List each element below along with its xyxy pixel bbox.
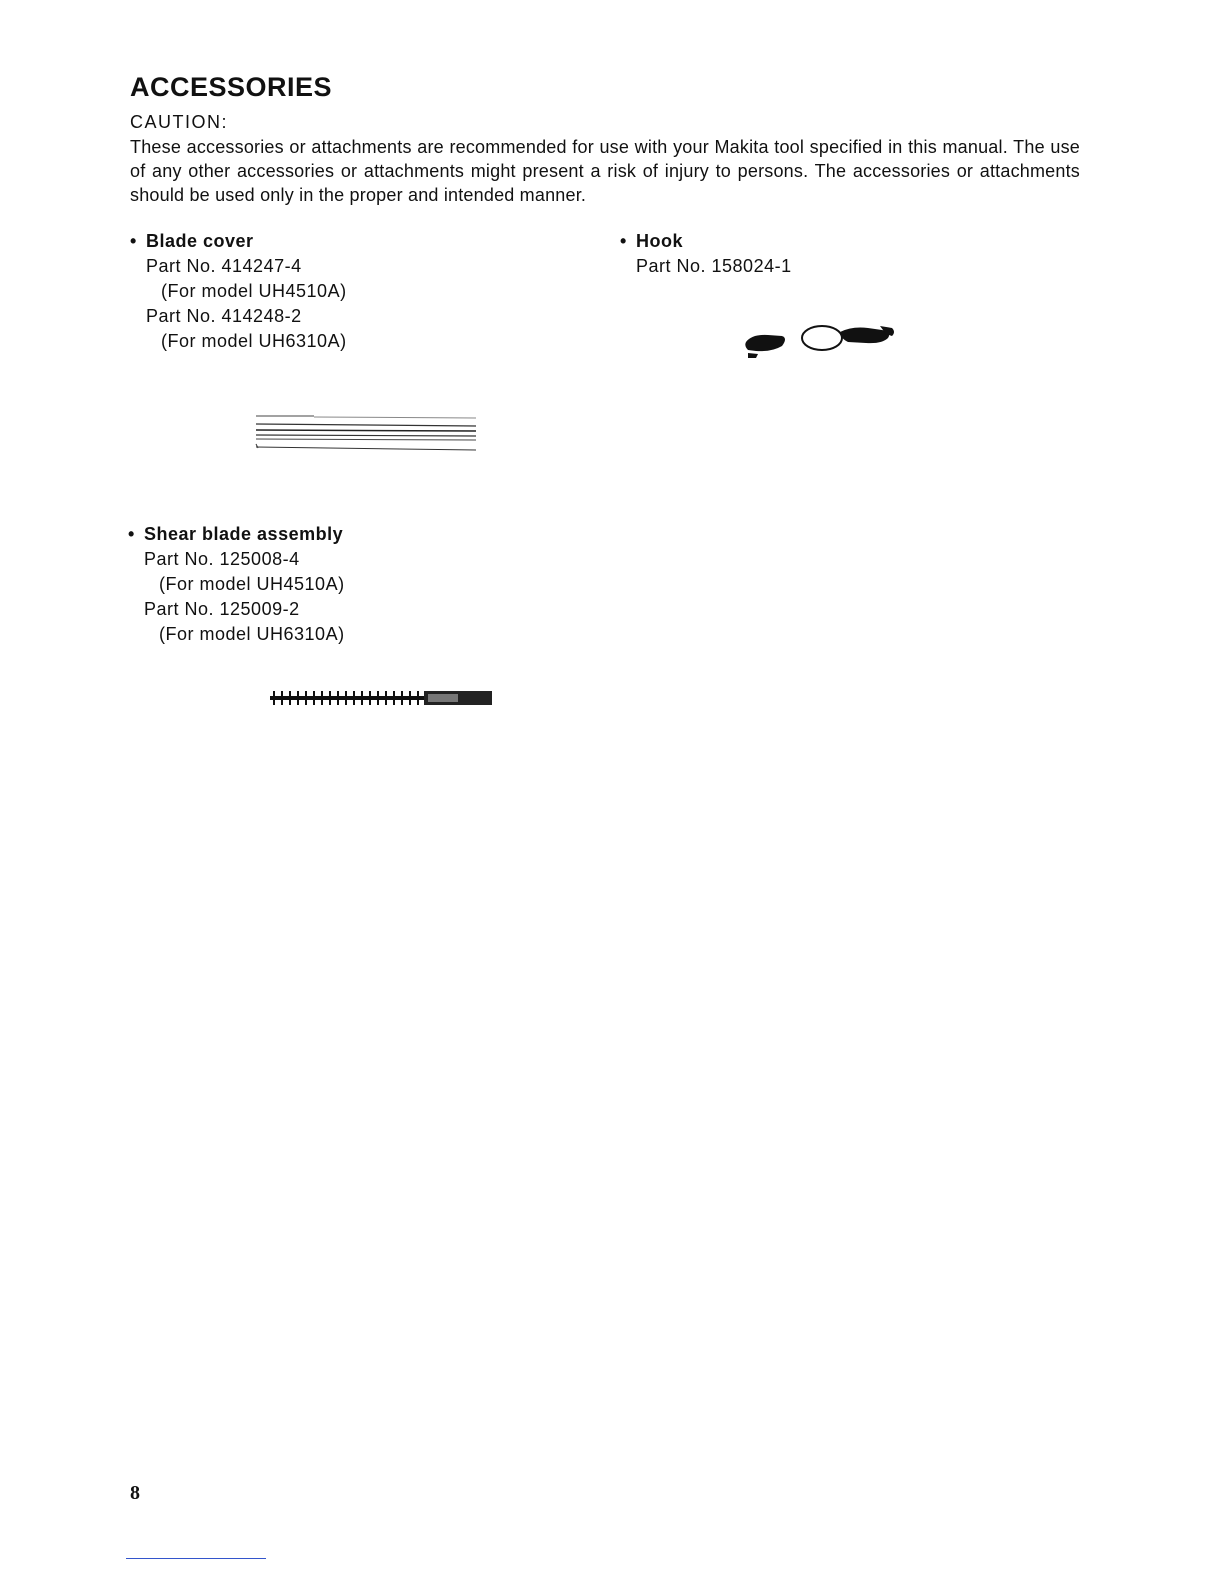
part-number: Part No. 125008-4 xyxy=(144,549,300,569)
hook-illustration-icon xyxy=(742,318,898,362)
accessory-name: Hook xyxy=(636,231,683,251)
model-note: (For model UH6310A) xyxy=(159,624,345,644)
accessory-hook xyxy=(620,229,792,279)
blade-cover-illustration-icon xyxy=(254,412,480,454)
accessory-blade-cover xyxy=(130,229,347,354)
part-number: Part No. 125009-2 xyxy=(144,599,300,619)
bullet: • xyxy=(128,524,135,544)
model-note: (For model UH6310A) xyxy=(161,331,347,351)
model-note: (For model UH4510A) xyxy=(159,574,345,594)
footer-divider xyxy=(126,1558,266,1559)
accessory-name: Shear blade assembly xyxy=(144,524,344,544)
section-title: ACCESSORIES xyxy=(130,72,333,102)
shear-blade-illustration-icon xyxy=(268,688,494,708)
part-number: Part No. 414248-2 xyxy=(146,306,302,326)
caution-text: These accessories or attachments are recommended for use with your Makita tool specified in this manual. The use of any other accessories or attachments might present a risk of injury to persons. The accessories or attachments should be used only in the proper and intended manner. xyxy=(130,137,1080,205)
accessory-name: Blade cover xyxy=(146,231,254,251)
part-number: Part No. 158024-1 xyxy=(636,256,792,276)
accessory-shear-blade xyxy=(128,522,345,647)
caution-label: CAUTION: xyxy=(130,112,229,132)
bullet: • xyxy=(130,231,137,251)
page-number: 8 xyxy=(130,1482,140,1504)
model-note: (For model UH4510A) xyxy=(161,281,347,301)
bullet: • xyxy=(620,231,627,251)
part-number: Part No. 414247-4 xyxy=(146,256,302,276)
